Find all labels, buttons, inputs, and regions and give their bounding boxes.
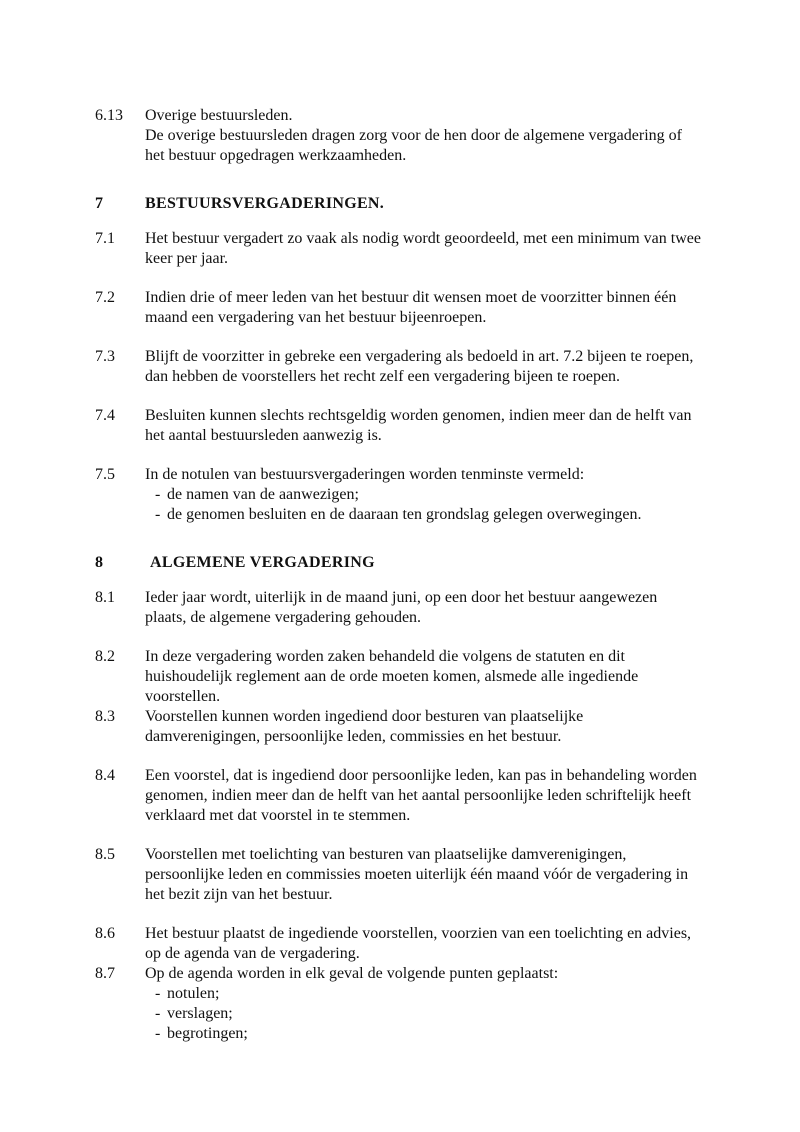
text-line: Het bestuur vergadert zo vaak als nodig wordt geoordeeld, met een minimum van twee <box>145 230 701 247</box>
article-text <box>145 347 710 387</box>
article-number: 8.1 <box>95 589 115 606</box>
list-item <box>145 1004 710 1024</box>
article-number: 7.4 <box>95 407 115 424</box>
section-heading <box>95 194 710 214</box>
text-line: Indien drie of meer leden van het bestuur dit wensen moet de voorzitter binnen één <box>145 289 677 306</box>
article-item <box>95 707 710 747</box>
article-number: 7.3 <box>95 348 115 365</box>
text-line: voorstellen. <box>145 688 221 705</box>
section-number: 8 <box>95 554 103 571</box>
text-line: plaats, de algemene vergadering gehouden. <box>145 609 422 626</box>
article-item <box>95 588 710 628</box>
article-number: 8.4 <box>95 767 115 784</box>
section-title: BESTUURSVERGADERINGEN. <box>145 195 385 212</box>
article-item <box>95 406 710 446</box>
article-item <box>95 465 710 525</box>
text-line: Overige bestuursleden. <box>145 107 293 124</box>
article-number: 8.5 <box>95 846 115 863</box>
dash-bullet-icon: - <box>155 985 161 1002</box>
text-line: De overige bestuursleden dragen zorg voor de hen door de algemene vergadering of <box>145 127 682 144</box>
article-item <box>95 347 710 387</box>
text-line: damverenigingen, persoonlijke leden, commissies en het bestuur. <box>145 728 562 745</box>
article-text <box>145 406 710 446</box>
article-number: 7.1 <box>95 230 115 247</box>
article-number: 6.13 <box>95 107 123 124</box>
section-title: ALGEMENE VERGADERING <box>150 554 375 571</box>
dash-bullet-icon: - <box>155 506 161 523</box>
list-item <box>145 984 710 1004</box>
article-number: 8.6 <box>95 925 115 942</box>
list-item-text: verslagen; <box>167 1005 233 1022</box>
article-number: 7.2 <box>95 289 115 306</box>
text-line: het aantal bestuursleden aanwezig is. <box>145 427 382 444</box>
article-text <box>145 229 710 269</box>
list-item <box>145 485 710 505</box>
article-text <box>145 588 710 628</box>
article-text <box>145 766 710 826</box>
article-text <box>145 288 710 328</box>
article-item <box>95 288 710 328</box>
article-text <box>145 465 710 525</box>
article-text <box>145 964 710 1044</box>
text-line: op de agenda van de vergadering. <box>145 945 360 962</box>
article-item <box>95 845 710 905</box>
list-item-text: de genomen besluiten en de daaraan ten grondslag gelegen overwegingen. <box>167 506 642 523</box>
article-text <box>145 106 710 166</box>
article-text <box>145 845 710 905</box>
article-number: 8.7 <box>95 965 115 982</box>
article-text <box>145 924 710 964</box>
section-number: 7 <box>95 195 103 212</box>
text-line: het bestuur opgedragen werkzaamheden. <box>145 147 407 164</box>
text-line: het bezit zijn van het bestuur. <box>145 886 333 903</box>
article-item <box>95 229 710 269</box>
text-line: maand een vergadering van het bestuur bijeenroepen. <box>145 309 487 326</box>
article-item <box>95 924 710 964</box>
text-line: dan hebben de voorstellers het recht zelf een vergadering bijeen te roepen. <box>145 368 621 385</box>
list-item <box>145 1024 710 1044</box>
article-number: 8.2 <box>95 648 115 665</box>
dash-bullet-icon: - <box>155 1025 161 1042</box>
dash-bullet-icon: - <box>155 486 161 503</box>
list-item <box>145 505 710 525</box>
text-line: keer per jaar. <box>145 250 229 267</box>
text-line: Besluiten kunnen slechts rechtsgeldig worden genomen, indien meer dan de helft van <box>145 407 692 424</box>
list-item-text: notulen; <box>167 985 220 1002</box>
list-item-text: de namen van de aanwezigen; <box>167 486 359 503</box>
text-line: verklaard met dat voorstel in te stemmen. <box>145 807 411 824</box>
text-line: Voorstellen met toelichting van besturen van plaatselijke damverenigingen, <box>145 846 627 863</box>
list-item-text: begrotingen; <box>167 1025 248 1042</box>
article-number: 8.3 <box>95 708 115 725</box>
text-line: Voorstellen kunnen worden ingediend door besturen van plaatselijke <box>145 708 584 725</box>
text-line: Een voorstel, dat is ingediend door persoonlijke leden, kan pas in behandeling worden <box>145 767 697 784</box>
text-line: Op de agenda worden in elk geval de volgende punten geplaatst: <box>145 965 559 982</box>
article-text <box>145 647 710 707</box>
article-item <box>95 964 710 1044</box>
text-line: Het bestuur plaatst de ingediende voorstellen, voorzien van een toelichting en advies, <box>145 925 692 942</box>
text-line: In de notulen van bestuursvergaderingen worden tenminste vermeld: <box>145 466 585 483</box>
article-text <box>145 707 710 747</box>
text-line: Blijft de voorzitter in gebreke een vergadering als bedoeld in art. 7.2 bijeen te roepen, <box>145 348 694 365</box>
article-item <box>95 766 710 826</box>
section-heading <box>95 553 710 573</box>
dash-bullet-icon: - <box>155 1005 161 1022</box>
text-line: genomen, indien meer dan de helft van het aantal persoonlijke leden schriftelijk heeft <box>145 787 692 804</box>
text-line: persoonlijke leden en commissies moeten uiterlijk één maand vóór de vergadering in <box>145 866 689 883</box>
text-line: In deze vergadering worden zaken behandeld die volgens de statuten en dit <box>145 648 625 665</box>
text-line: Ieder jaar wordt, uiterlijk in de maand juni, op een door het bestuur aangewezen <box>145 589 658 606</box>
document-body <box>95 106 710 1044</box>
article-item <box>95 106 710 166</box>
article-number: 7.5 <box>95 466 115 483</box>
article-item <box>95 647 710 707</box>
text-line: huishoudelijk reglement aan de orde moeten komen, alsmede alle ingediende <box>145 668 639 685</box>
